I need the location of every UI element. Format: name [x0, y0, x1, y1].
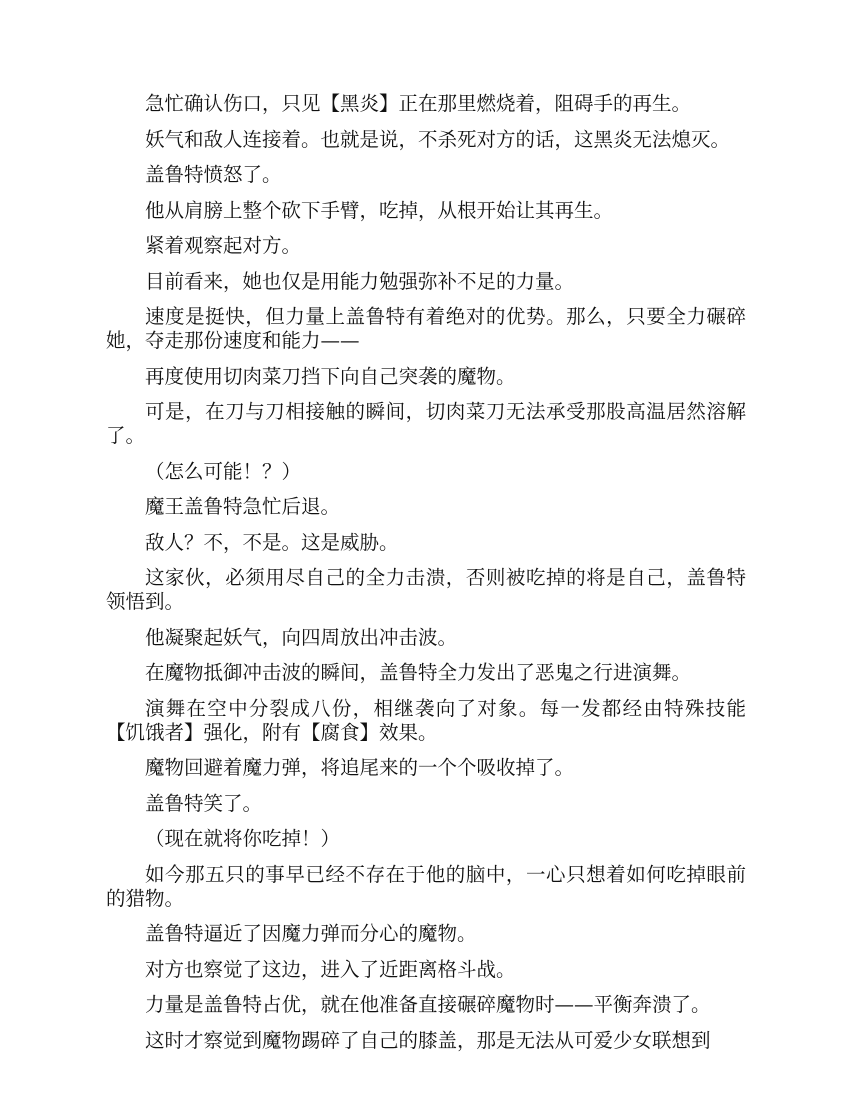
paragraph: 这家伙，必须用尽自己的全力击溃，否则被吃掉的将是自己，盖鲁特领悟到。: [106, 566, 746, 613]
paragraph: 妖气和敌人连接着。也就是说，不杀死对方的话，这黑炎无法熄灭。: [145, 127, 731, 151]
novel-text-body: [106, 92, 746, 1064]
paragraph: 魔物回避着魔力弹，将追尾来的一个个吸收掉了。: [145, 756, 575, 779]
paragraph: 敌人？不，不是。这是威胁。: [145, 530, 399, 554]
paragraph: （现在就将你吃掉！）: [145, 827, 341, 850]
paragraph: 魔王盖鲁特急忙后退。: [145, 495, 341, 518]
paragraph: 如今那五只的事早已经不存在于他的脑中，一心只想着如何吃掉眼前的猎物。: [106, 862, 746, 910]
paragraph: 在魔物抵御冲击波的瞬间，盖鲁特全力发出了恶鬼之行进演舞。: [145, 661, 692, 684]
paragraph: 盖鲁特逼近了因魔力弹而分心的魔物。: [145, 922, 477, 945]
paragraph: 目前看来，她也仅是用能力勉强弥补不足的力量。: [145, 269, 575, 293]
paragraph: 速度是挺快，但力量上盖鲁特有着绝对的优势。那么，只要全力碾碎她，夺走那份速度和能力——: [106, 305, 746, 352]
paragraph: 对方也察觉了这边，进入了近距离格斗战。: [145, 957, 516, 981]
paragraph: 他从肩膀上整个砍下手臂，吃掉，从根开始让其再生。: [145, 198, 614, 222]
paragraph: 力量是盖鲁特占优，就在他准备直接碾碎魔物时——平衡奔溃了。: [145, 993, 711, 1016]
paragraph: 他凝聚起妖气，向四周放出冲击波。: [145, 625, 458, 649]
paragraph: 盖鲁特愤怒了。: [145, 163, 282, 186]
paragraph: 可是，在刀与刀相接触的瞬间，切肉菜刀无法承受那股高温居然溶解了。: [106, 400, 746, 447]
paragraph: 演舞在空中分裂成八份，相继袭向了对象。每一发都经由特殊技能【饥饿者】强化，附有【腐食】效果。: [106, 696, 746, 744]
paragraph: 紧着观察起对方。: [145, 234, 302, 257]
paragraph: 这时才察觉到魔物踢碎了自己的膝盖，那是无法从可爱少女联想到: [145, 1028, 711, 1052]
paragraph: 再度使用切肉菜刀挡下向自己突袭的魔物。: [145, 364, 516, 388]
paragraph: （怎么可能！？）: [145, 459, 302, 483]
paragraph: 盖鲁特笑了。: [145, 791, 263, 815]
paragraph: 急忙确认伤口，只见【黑炎】正在那里燃烧着，阻碍手的再生。: [145, 92, 692, 115]
